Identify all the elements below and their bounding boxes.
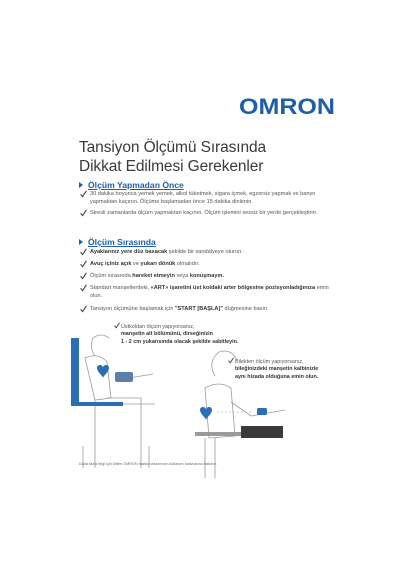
list-item: Tansiyon ölçümüne başlamak için "START [BAŞLA]" düğmesine basın. xyxy=(80,305,330,313)
check-icon xyxy=(80,272,87,280)
list-item: Ayaklarınız yere düz basacak şekilde bir sandalyeye oturun. xyxy=(80,248,330,256)
heart-icon xyxy=(97,365,109,378)
arrow-right-icon xyxy=(79,239,83,245)
omron-logo xyxy=(239,94,335,118)
callout-upper-arm: Üstkoldan ölçüm yapıyorsanız, manşetin alt bölümünü, dirseğinizin 1 - 2 cm yukarısında olacak şekilde sabitleyin. xyxy=(114,322,304,346)
check-icon xyxy=(80,305,87,313)
wrist-cuff xyxy=(257,408,267,415)
section-during-heading: Ölçüm Sırasında xyxy=(79,237,156,247)
upper-arm-cuff xyxy=(115,372,133,382)
check-icon xyxy=(228,357,234,364)
callout-wrist: Bilekten ölçüm yapıyorsanız, bileğinizdeki manşetin kalbinizle aynı hizada olduğuna emin olun. xyxy=(228,357,388,381)
logo-text: OMRON xyxy=(239,94,335,118)
list-item: 30 dakika boyunca yemek yemek, alkol tüketmek, sigara içmek, egzersiz yapmak ve banyo yapmaktan kaçının. Ölçüme başlamadan önce 15 dakika dinlenin. xyxy=(80,190,330,207)
list-item: Ölçüm sırasında hareket etmeyin veya konuşmayın. xyxy=(80,272,330,280)
section-before-heading: Ölçüm Yapmadan Önce xyxy=(79,180,184,190)
upper-arm-figure xyxy=(77,335,155,468)
list-item: Standart manşetlerdeki, «ART» işaretini üst koldaki arter bölgesine pozisyonladığınıza emin olun. xyxy=(80,284,330,301)
chair-seat xyxy=(71,402,123,406)
armrest xyxy=(241,426,283,438)
title-line-1: Tansiyon Ölçümü Sırasında xyxy=(79,139,267,156)
list-item: Stresli zamanlarda ölçüm yapmaktan kaçının. Ölçüm işlemini sessiz bir yerde gerçekleştirin. xyxy=(80,209,330,217)
footnote: Daha fazla bilgi için lütfen OMRON marka cihazınızın kullanım kılavuzunu bakınız. xyxy=(79,462,218,466)
check-icon xyxy=(80,248,87,256)
check-icon xyxy=(80,260,87,268)
check-icon xyxy=(114,322,120,329)
list-item: Avuç içiniz açık ve yukarı dönük olmalıdır. xyxy=(80,260,330,268)
check-icon xyxy=(80,190,87,198)
chair-back xyxy=(71,338,79,402)
check-icon xyxy=(80,209,87,217)
page-title xyxy=(79,138,266,176)
title-line-2: Dikkat Edilmesi Gerekenler xyxy=(79,158,264,175)
check-icon xyxy=(80,284,87,292)
heart-icon xyxy=(200,407,212,420)
arrow-right-icon xyxy=(79,182,83,188)
measurement-illustration xyxy=(55,328,355,478)
